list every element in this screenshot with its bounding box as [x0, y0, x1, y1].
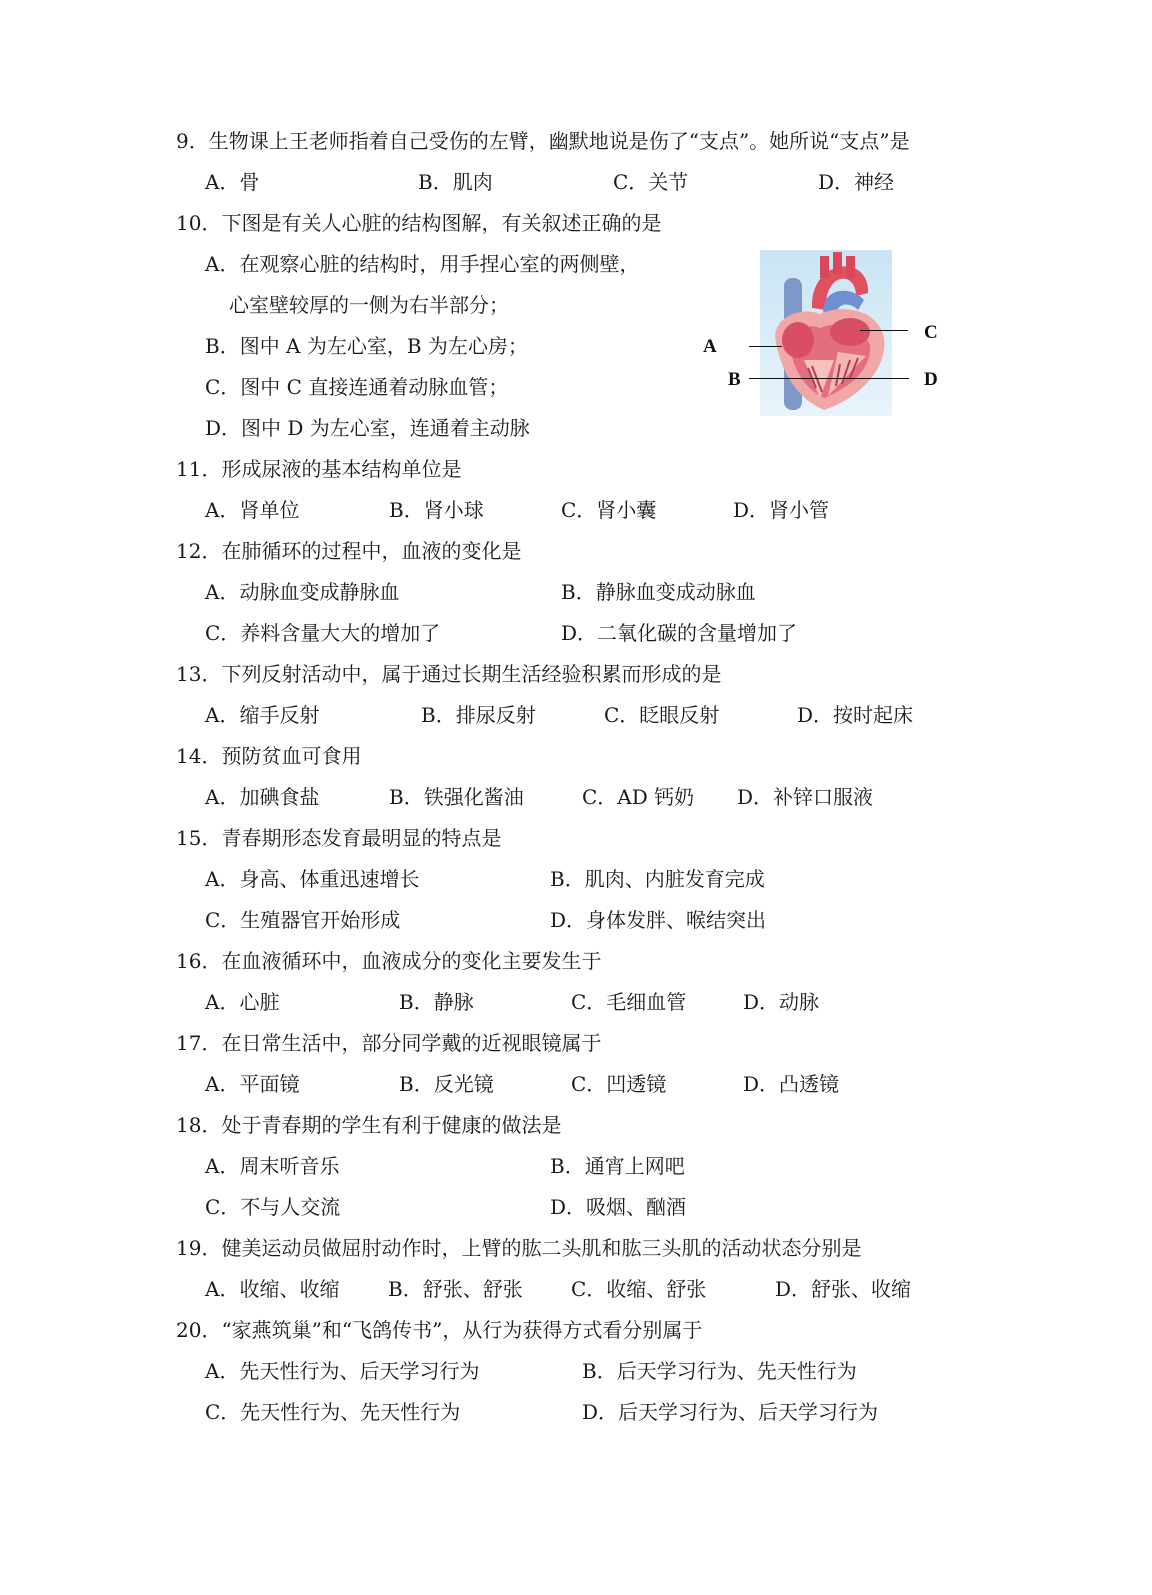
question-18-stem: 18．处于青春期的学生有利于健康的做法是 [176, 1113, 562, 1137]
q20-option-b: B．后天学习行为、先天性行为 [582, 1359, 857, 1383]
q9-option-c: C．关节 [613, 170, 689, 194]
question-14-stem: 14．预防贫血可食用 [176, 744, 362, 768]
q18-option-d: D．吸烟、酗酒 [550, 1195, 687, 1219]
q20-option-a: A．先天性行为、后天学习行为 [205, 1359, 480, 1383]
label-a: A [703, 336, 717, 357]
q15-option-a: A．身高、体重迅速增长 [205, 867, 420, 891]
q13-option-a: A．缩手反射 [205, 703, 320, 727]
q10-option-b: B．图中 A 为左心室，B 为左心房； [205, 334, 528, 358]
heart-illustration [700, 248, 950, 418]
question-15-stem: 15．青春期形态发育最明显的特点是 [176, 826, 502, 850]
q14-option-a: A．加碘食盐 [205, 785, 320, 809]
label-c-line [860, 330, 908, 331]
question-16-stem: 16．在血液循环中，血液成分的变化主要发生于 [176, 949, 602, 973]
q14-option-d: D．补锌口服液 [737, 785, 874, 809]
q16-option-a: A．心脏 [205, 990, 280, 1014]
q12-option-a: A．动脉血变成静脉血 [205, 580, 400, 604]
q12-option-b: B．静脉血变成动脉血 [561, 580, 756, 604]
q12-option-d: D．二氧化碳的含量增加了 [561, 621, 798, 645]
q20-option-d: D．后天学习行为、后天学习行为 [582, 1400, 879, 1424]
question-12-stem: 12．在肺循环的过程中，血液的变化是 [176, 539, 522, 563]
q17-option-b: B．反光镜 [399, 1072, 494, 1096]
q16-option-b: B．静脉 [399, 990, 474, 1014]
label-b: B [728, 369, 741, 390]
q18-option-a: A．周末听音乐 [205, 1154, 340, 1178]
question-20-stem: 20．“家燕筑巢”和“飞鸽传书”，从行为获得方式看分别属于 [176, 1318, 703, 1342]
q10-option-d: D．图中 D 为左心室，连通着主动脉 [205, 416, 530, 440]
q17-option-c: C．凹透镜 [571, 1072, 667, 1096]
q11-option-d: D．肾小管 [733, 498, 830, 522]
q19-option-c: C．收缩、舒张 [571, 1277, 707, 1301]
q9-option-b: B．肌肉 [418, 170, 493, 194]
q18-option-c: C．不与人交流 [205, 1195, 341, 1219]
label-d-line [850, 378, 908, 379]
q17-option-d: D．凸透镜 [743, 1072, 840, 1096]
q13-option-b: B．排尿反射 [421, 703, 536, 727]
label-d: D [924, 369, 938, 390]
q19-option-b: B．舒张、舒张 [388, 1277, 523, 1301]
q9-option-d: D．神经 [818, 170, 895, 194]
q13-option-d: D．按时起床 [797, 703, 914, 727]
label-c: C [924, 322, 938, 343]
question-11-stem: 11．形成尿液的基本结构单位是 [176, 457, 462, 481]
q10-option-c: C．图中 C 直接连通着动脉血管； [205, 375, 509, 399]
question-19-stem: 19．健美运动员做屈肘动作时，上臂的肱二头肌和肱三头肌的活动状态分别是 [176, 1236, 862, 1260]
q20-option-c: C．先天性行为、先天性行为 [205, 1400, 461, 1424]
q17-option-a: A．平面镜 [205, 1072, 300, 1096]
question-13-stem: 13．下列反射活动中，属于通过长期生活经验积累而形成的是 [176, 662, 722, 686]
q18-option-b: B．通宵上网吧 [550, 1154, 685, 1178]
label-a-line [749, 346, 782, 347]
q16-option-c: C．毛细血管 [571, 990, 687, 1014]
question-10-stem: 10．下图是有关人心脏的结构图解，有关叙述正确的是 [176, 211, 662, 235]
q14-option-b: B．铁强化酱油 [389, 785, 524, 809]
q13-option-c: C．眨眼反射 [604, 703, 720, 727]
q9-option-a: A．骨 [205, 170, 260, 194]
q14-option-c: C．AD 钙奶 [582, 785, 695, 809]
q11-option-a: A．肾单位 [205, 498, 300, 522]
q10-option-a-cont: 心室壁较厚的一侧为右半部分； [229, 293, 509, 317]
heart-diagram [700, 248, 950, 418]
q19-option-a: A．收缩、收缩 [205, 1277, 340, 1301]
q15-option-b: B．肌肉、内脏发育完成 [550, 867, 765, 891]
q15-option-d: D．身体发胖、喉结突出 [550, 908, 767, 932]
q12-option-c: C．养料含量大大的增加了 [205, 621, 441, 645]
q11-option-b: B．肾小球 [389, 498, 484, 522]
q10-option-a: A．在观察心脏的结构时，用手捏心室的两侧壁， [205, 252, 640, 276]
q19-option-d: D．舒张、收缩 [775, 1277, 912, 1301]
question-9-stem: 9．生物课上王老师指着自己受伤的左臂，幽默地说是伤了“支点”。她所说“支点”是 [176, 129, 910, 153]
q16-option-d: D．动脉 [743, 990, 820, 1014]
q15-option-c: C．生殖器官开始形成 [205, 908, 401, 932]
question-17-stem: 17．在日常生活中，部分同学戴的近视眼镜属于 [176, 1031, 602, 1055]
q11-option-c: C．肾小囊 [561, 498, 657, 522]
